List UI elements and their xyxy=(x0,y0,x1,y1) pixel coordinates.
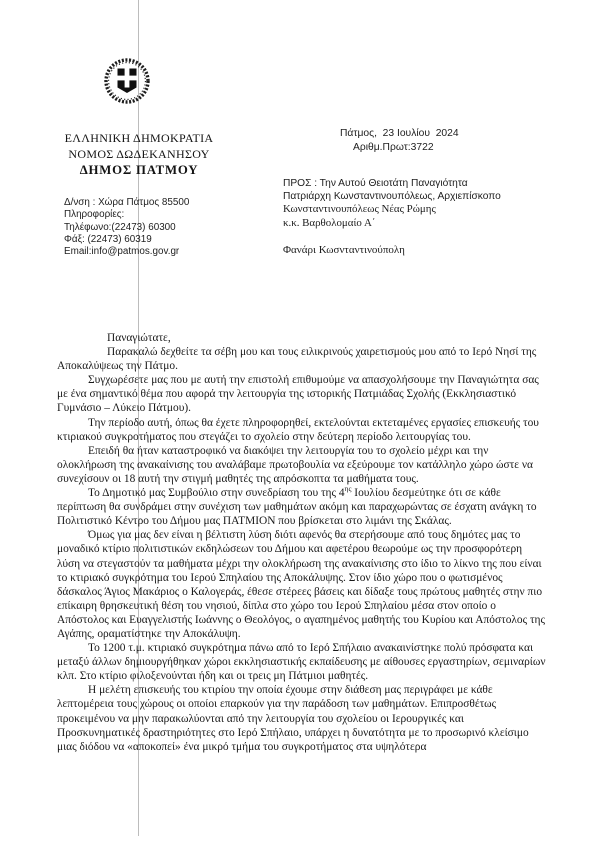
body-paragraph: Επειδή θα ήταν καταστροφικό να διακόψει την λειτουργία του το σχολείο μέχρι και την ολοκλήρωση της ανακαίνισης του αναλάβαμε πρωτοβουλία να εξεύρουμε τον κατάλληλο χώρο ώστε να συνεχίσουν οι 18 αυτή την στιγμή μαθητές της απρόσκοπτα τα μαθήματα τους. xyxy=(57,444,533,485)
letterhead-org-block xyxy=(38,130,240,178)
body-paragraph: Το 1200 τ.μ. κτιριακό συγκρότημα πάνω από το Ιερό Σπήλαιο ανακαινίστηκε πολύ πρόσφατα και μεταξύ άλλων δημιουργήθηκαν χώροι εκκλησιαστικής εκπαίδευσης με αίθουσες εργαστηρίων, σεμιναρίων κλπ. Στο κτίριο φιλοξενούνται ήδη και οι τρεις μη Πάτμιοι μαθητές. xyxy=(57,642,546,683)
recipient-line-3: Κωνσταντινουπόλεως Νέας Ρώμης xyxy=(283,203,436,216)
body-paragraph: Συγχωρέσετε μας που με αυτή την επιστολή επιθυμούμε να απασχολήσουμε την Παναγιώτητα σας με ένα σημαντικό θέμα που αφορά την λειτουργία της ιστορικής Πατμιάδας Σχολής (Εκκλησιαστικό Γυμνάσιο – Λύκειο Πάτμου). xyxy=(57,374,539,415)
body-paragraph: Παρακαλώ δεχθείτε τα σέβη μου και τους ειλικρινούς χαιρετισμούς μου από το Ιερό Νησί της Αποκαλύψεως την Πάτμο. xyxy=(57,346,537,373)
letter-body xyxy=(57,331,546,754)
recipient-city: Φανάρι Κωσνταντινούπολη xyxy=(283,243,405,256)
salutation: Παναγιώτατε, xyxy=(107,332,171,344)
letter-meta-block xyxy=(300,127,560,154)
protocol-number: Αριθμ.Πρωτ:3722 xyxy=(353,141,434,153)
body-paragraph xyxy=(57,486,546,528)
contact-address: Δ/νση : Χώρα Πάτμος 85500 xyxy=(64,197,190,208)
body-paragraph: Την περίοδο αυτή, όπως θα έχετε πληροφορηθεί, εκτελούνται εκτεταμένες εργασίες επισκευής του κτιριακού συγκροτήματος που στεγάζει το σχολείο στην δεύτερη περίοδο λειτουργίας του. xyxy=(57,416,539,443)
ordinal-superscript: ης xyxy=(344,484,352,494)
body-paragraph-segment: Ιουλίου δεσμεύτηκε ότι σε κάθε περίπτωση θα συνδράμει στην συνέχιση των μαθημάτων ακόμη και παραχωρώντας σε έσχατη ανάγκη το Πολιτιστικό Κέντρο του Δήμου μας ΠΑΤΜΙΟΝ που βρίσκεται στο λιμάνι της Σκάλας. xyxy=(57,487,537,528)
contact-fax: Φάξ: (22473) 60319 xyxy=(64,233,152,245)
contact-email: Email:info@patmos.gov.gr xyxy=(64,246,180,258)
contact-phone: Τηλέφωνο:(22473) 60300 xyxy=(64,221,176,233)
body-paragraph-segment: Το Δημοτικό μας Συμβούλιο στην συνεδρίαση του της 4 xyxy=(88,487,345,500)
body-paragraph: Όμως για μας δεν είναι η βέλτιστη λύση διότι αφενός θα στερήσουμε από τους δημότες μας το μοναδικό κτίριο πολιτιστικών εκδηλώσεων του Δήμου και αφετέρου θεωρούμε ως την προσφορότερη λύση να στεγαστούν τα μαθήματα μέχρι την ολοκλήρωση της ανακαίνισης στο ίδιο το λίκνο της που είναι το κτιριακό συγκρότημα του Ιερού Σπηλαίου της Αποκάλυψης. Στον ίδιο χώρο που ο φωτισμένος δάσκαλος Άγιος Μακάριος ο Καλογεράς, έθεσε στέρεες βάσεις και δίδαξε τους πρώτους μαθητές στην πιο επίκαιρη θρησκευτική θέση του νησιού, δίπλα στο χώρο του Ιερού Σπηλαίου μέσα στον οποίο ο Απόστολος και Ευαγγελιστής Ιωάννης ο Θεολόγος, ο αγαπημένος μαθητής του Κυρίου και Απόστολος της Αγάπης, οραματίστηκε την Αποκάλυψη. xyxy=(57,529,546,640)
body-paragraph: Η μελέτη επισκευής του κτιρίου την οποία έχουμε στην διάθεση μας περιγράφει με κάθε λεπτομέρεια τους χώρους οι οποίοι επαρκούν για την παράδοση των μαθημάτων. Επιπροσθέτως προκειμένου να μην παρακωλύονται από την λειτουργία του σχολείου οι Ιερουργικές και Προσκυνηματικές δραστηριότητες στο Ιερό Σπήλαιο, υπάρχει η δυνατότητα με το προσωρινό κλείσιμο μιας διόδου να «αποκοπεί» ένα μικρό τμήμα του συγκροτήματος στα υψηλότερα xyxy=(57,684,529,753)
greek-national-emblem-icon xyxy=(102,55,152,107)
recipient-line-1: ΠΡΟΣ : Την Αυτού Θειοτάτη Παναγιότητα xyxy=(283,178,468,189)
contact-info-block xyxy=(64,197,254,258)
recipient-line-2: Πατριάρχη Κωνσταντινουπόλεως, Αρχιεπίσκοπο xyxy=(283,191,501,203)
place-date: Πάτμος, 23 Ιουλίου 2024 xyxy=(340,128,459,139)
org-municipality-label: ΔΗΜΟΣ ΠΑΤΜΟΥ xyxy=(79,163,199,177)
org-country-label: ΕΛΛΗΝΙΚΗ ΔΗΜΟΚΡΑΤΙΑ xyxy=(64,131,214,145)
org-prefecture-label: ΝΟΜΟΣ ΔΩΔΕΚΑΝΗΣΟΥ xyxy=(68,147,210,161)
recipient-line-4: κ.κ. Βαρθολομαίο Α΄ xyxy=(283,216,376,229)
recipient-block xyxy=(283,177,583,256)
contact-info-label: Πληροφορίες: xyxy=(64,209,125,221)
